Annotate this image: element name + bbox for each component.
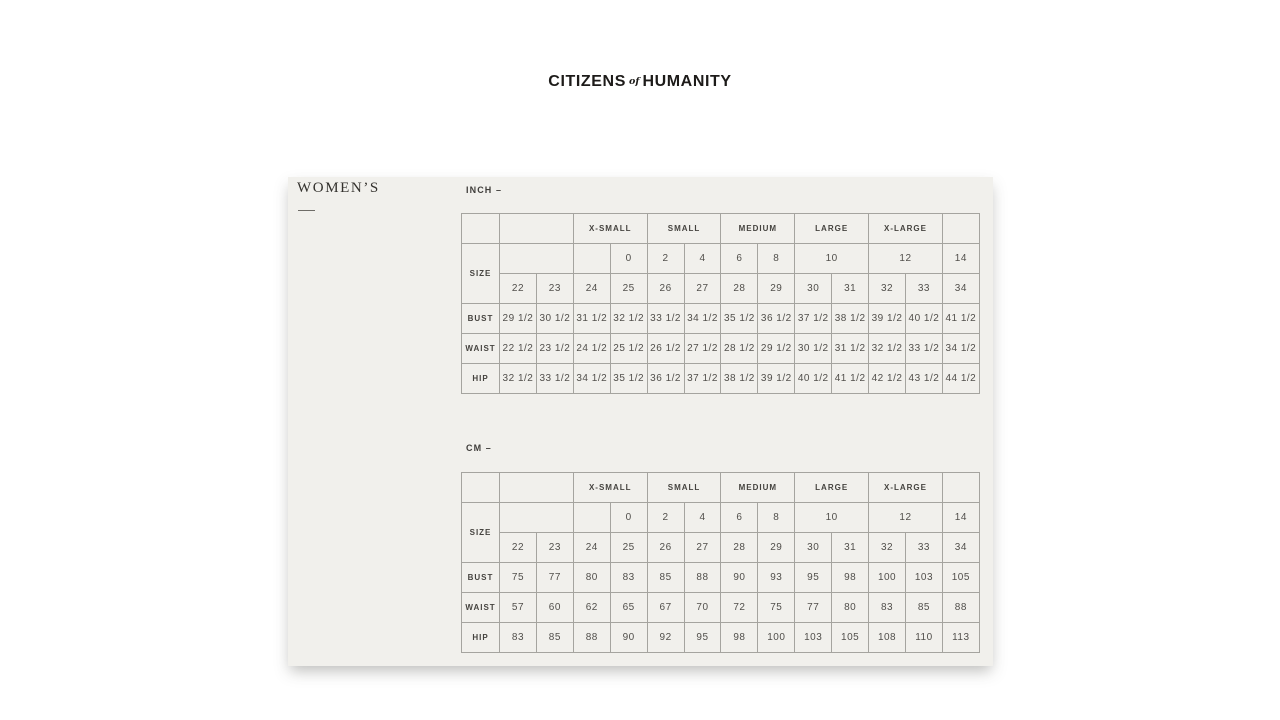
waist-value-cell: 80 — [832, 593, 869, 623]
hip-value-cell: 88 — [573, 623, 610, 653]
hip-value-cell: 103 — [795, 623, 832, 653]
numeric-size-cell: 8 — [758, 503, 795, 533]
table-row — [462, 214, 980, 244]
size-group-header: X-LARGE — [869, 473, 943, 503]
hip-value-cell: 33 1/2 — [536, 364, 573, 394]
numeric-size-cell: 2 — [647, 503, 684, 533]
bust-value-cell: 95 — [795, 563, 832, 593]
category-tab-womens[interactable]: WOMEN’S — [297, 180, 380, 196]
table-row — [462, 563, 980, 593]
bust-row-label: BUST — [462, 563, 500, 593]
bust-value-cell: 36 1/2 — [758, 304, 795, 334]
bust-value-cell: 32 1/2 — [610, 304, 647, 334]
numeric-size-cell: 4 — [684, 503, 721, 533]
hip-value-cell: 90 — [610, 623, 647, 653]
alpha-size-cell: 23 — [536, 533, 573, 563]
waist-value-cell: 83 — [869, 593, 906, 623]
waist-value-cell: 23 1/2 — [536, 334, 573, 364]
blank-cell — [500, 473, 574, 503]
alpha-size-cell: 22 — [500, 533, 537, 563]
size-group-header: LARGE — [795, 473, 869, 503]
waist-value-cell: 85 — [905, 593, 942, 623]
alpha-size-cell: 31 — [832, 274, 869, 304]
bust-value-cell: 29 1/2 — [500, 304, 537, 334]
alpha-size-cell: 29 — [758, 533, 795, 563]
numeric-size-cell: 6 — [721, 244, 758, 274]
alpha-size-cell: 34 — [942, 274, 979, 304]
numeric-size-cell: 14 — [942, 503, 979, 533]
hip-value-cell: 40 1/2 — [795, 364, 832, 394]
waist-value-cell: 32 1/2 — [869, 334, 906, 364]
waist-value-cell: 31 1/2 — [832, 334, 869, 364]
size-group-header: SMALL — [647, 214, 721, 244]
numeric-size-cell: 14 — [942, 244, 979, 274]
blank-cell — [573, 244, 610, 274]
hip-row-label: HIP — [462, 364, 500, 394]
blank-cell — [462, 473, 500, 503]
waist-value-cell: 75 — [758, 593, 795, 623]
blank-cell — [500, 244, 574, 274]
numeric-size-cell: 2 — [647, 244, 684, 274]
table-row — [462, 364, 980, 394]
numeric-size-cell: 10 — [795, 503, 869, 533]
hip-value-cell: 113 — [942, 623, 979, 653]
waist-value-cell: 57 — [500, 593, 537, 623]
waist-row-label: WAIST — [462, 334, 500, 364]
bust-value-cell: 39 1/2 — [869, 304, 906, 334]
alpha-size-cell: 27 — [684, 274, 721, 304]
logo-humanity: HUMANITY — [642, 73, 732, 90]
waist-value-cell: 70 — [684, 593, 721, 623]
hip-value-cell: 83 — [500, 623, 537, 653]
waist-value-cell: 33 1/2 — [905, 334, 942, 364]
bust-value-cell: 103 — [905, 563, 942, 593]
bust-value-cell: 40 1/2 — [905, 304, 942, 334]
hip-value-cell: 44 1/2 — [942, 364, 979, 394]
waist-value-cell: 88 — [942, 593, 979, 623]
size-group-header: X-LARGE — [869, 214, 943, 244]
table-row — [462, 593, 980, 623]
waist-value-cell: 26 1/2 — [647, 334, 684, 364]
table-row — [462, 274, 980, 304]
waist-value-cell: 24 1/2 — [573, 334, 610, 364]
waist-value-cell: 60 — [536, 593, 573, 623]
bust-value-cell: 93 — [758, 563, 795, 593]
blank-cell — [942, 214, 979, 244]
blank-cell — [573, 503, 610, 533]
size-group-header: MEDIUM — [721, 473, 795, 503]
blank-cell — [500, 214, 574, 244]
hip-value-cell: 35 1/2 — [610, 364, 647, 394]
cm-size-table — [461, 472, 980, 653]
bust-row-label: BUST — [462, 304, 500, 334]
size-row-label: SIZE — [462, 244, 500, 304]
hip-value-cell: 43 1/2 — [905, 364, 942, 394]
alpha-size-cell: 24 — [573, 533, 610, 563]
hip-row-label: HIP — [462, 623, 500, 653]
bust-value-cell: 38 1/2 — [832, 304, 869, 334]
table-row — [462, 304, 980, 334]
waist-value-cell: 27 1/2 — [684, 334, 721, 364]
alpha-size-cell: 30 — [795, 533, 832, 563]
numeric-size-cell: 0 — [610, 503, 647, 533]
inch-table-heading: INCH – — [466, 185, 503, 195]
alpha-size-cell: 27 — [684, 533, 721, 563]
alpha-size-cell: 25 — [610, 533, 647, 563]
bust-value-cell: 33 1/2 — [647, 304, 684, 334]
waist-row-label: WAIST — [462, 593, 500, 623]
numeric-size-cell: 12 — [869, 503, 943, 533]
table-row — [462, 473, 980, 503]
bust-value-cell: 105 — [942, 563, 979, 593]
alpha-size-cell: 24 — [573, 274, 610, 304]
category-active-indicator — [298, 210, 315, 211]
hip-value-cell: 32 1/2 — [500, 364, 537, 394]
waist-value-cell: 34 1/2 — [942, 334, 979, 364]
alpha-size-cell: 22 — [500, 274, 537, 304]
inch-size-table — [461, 213, 980, 394]
table-row — [462, 623, 980, 653]
table-row — [462, 334, 980, 364]
alpha-size-cell: 26 — [647, 274, 684, 304]
bust-value-cell: 85 — [647, 563, 684, 593]
cm-table-heading: CM – — [466, 443, 492, 453]
hip-value-cell: 98 — [721, 623, 758, 653]
bust-value-cell: 83 — [610, 563, 647, 593]
waist-value-cell: 77 — [795, 593, 832, 623]
bust-value-cell: 80 — [573, 563, 610, 593]
size-group-header: LARGE — [795, 214, 869, 244]
bust-value-cell: 37 1/2 — [795, 304, 832, 334]
waist-value-cell: 62 — [573, 593, 610, 623]
alpha-size-cell: 26 — [647, 533, 684, 563]
hip-value-cell: 39 1/2 — [758, 364, 795, 394]
waist-value-cell: 29 1/2 — [758, 334, 795, 364]
alpha-size-cell: 28 — [721, 533, 758, 563]
hip-value-cell: 105 — [832, 623, 869, 653]
logo-of: of — [629, 76, 640, 87]
waist-value-cell: 25 1/2 — [610, 334, 647, 364]
hip-value-cell: 95 — [684, 623, 721, 653]
bust-value-cell: 41 1/2 — [942, 304, 979, 334]
size-guide-panel — [288, 177, 993, 666]
brand-logo[interactable] — [0, 73, 1280, 91]
waist-value-cell: 30 1/2 — [795, 334, 832, 364]
alpha-size-cell: 28 — [721, 274, 758, 304]
table-row — [462, 244, 980, 274]
numeric-size-cell: 10 — [795, 244, 869, 274]
blank-cell — [942, 473, 979, 503]
size-group-header: MEDIUM — [721, 214, 795, 244]
bust-value-cell: 77 — [536, 563, 573, 593]
alpha-size-cell: 25 — [610, 274, 647, 304]
alpha-size-cell: 32 — [869, 533, 906, 563]
alpha-size-cell: 30 — [795, 274, 832, 304]
alpha-size-cell: 23 — [536, 274, 573, 304]
bust-value-cell: 90 — [721, 563, 758, 593]
numeric-size-cell: 0 — [610, 244, 647, 274]
bust-value-cell: 31 1/2 — [573, 304, 610, 334]
waist-value-cell: 72 — [721, 593, 758, 623]
hip-value-cell: 92 — [647, 623, 684, 653]
numeric-size-cell: 4 — [684, 244, 721, 274]
blank-cell — [462, 214, 500, 244]
hip-value-cell: 36 1/2 — [647, 364, 684, 394]
alpha-size-cell: 31 — [832, 533, 869, 563]
blank-cell — [500, 503, 574, 533]
size-group-header: SMALL — [647, 473, 721, 503]
size-group-header: X-SMALL — [573, 473, 647, 503]
table-row — [462, 503, 980, 533]
alpha-size-cell: 34 — [942, 533, 979, 563]
hip-value-cell: 38 1/2 — [721, 364, 758, 394]
table-row — [462, 533, 980, 563]
hip-value-cell: 34 1/2 — [573, 364, 610, 394]
bust-value-cell: 35 1/2 — [721, 304, 758, 334]
hip-value-cell: 37 1/2 — [684, 364, 721, 394]
bust-value-cell: 34 1/2 — [684, 304, 721, 334]
waist-value-cell: 28 1/2 — [721, 334, 758, 364]
waist-value-cell: 67 — [647, 593, 684, 623]
size-group-header: X-SMALL — [573, 214, 647, 244]
waist-value-cell: 22 1/2 — [500, 334, 537, 364]
alpha-size-cell: 32 — [869, 274, 906, 304]
alpha-size-cell: 33 — [905, 533, 942, 563]
numeric-size-cell: 8 — [758, 244, 795, 274]
waist-value-cell: 65 — [610, 593, 647, 623]
alpha-size-cell: 29 — [758, 274, 795, 304]
bust-value-cell: 88 — [684, 563, 721, 593]
logo-citizens: CITIZENS — [548, 73, 626, 90]
hip-value-cell: 42 1/2 — [869, 364, 906, 394]
bust-value-cell: 30 1/2 — [536, 304, 573, 334]
hip-value-cell: 41 1/2 — [832, 364, 869, 394]
hip-value-cell: 100 — [758, 623, 795, 653]
alpha-size-cell: 33 — [905, 274, 942, 304]
bust-value-cell: 100 — [869, 563, 906, 593]
size-row-label: SIZE — [462, 503, 500, 563]
numeric-size-cell: 12 — [869, 244, 943, 274]
hip-value-cell: 85 — [536, 623, 573, 653]
bust-value-cell: 75 — [500, 563, 537, 593]
bust-value-cell: 98 — [832, 563, 869, 593]
hip-value-cell: 108 — [869, 623, 906, 653]
numeric-size-cell: 6 — [721, 503, 758, 533]
hip-value-cell: 110 — [905, 623, 942, 653]
